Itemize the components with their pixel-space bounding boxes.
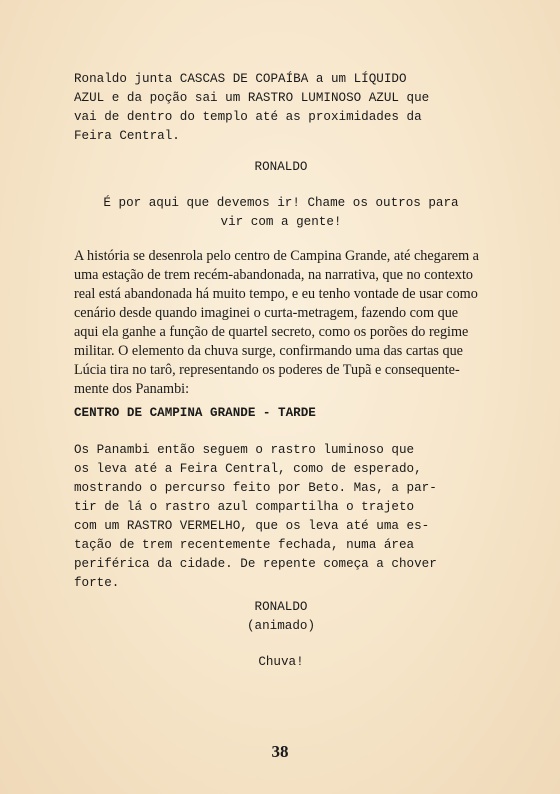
commentary-line: militar. O elemento da chuva surge, confirmando uma das cartas que xyxy=(74,343,463,359)
action-line: Ronaldo junta CASCAS DE COPAÍBA a um LÍQUIDO xyxy=(74,72,407,86)
scene-heading xyxy=(74,404,488,423)
dialogue-block-1 xyxy=(74,158,488,177)
action-line: AZUL e da poção sai um RASTRO LUMINOSO AZUL que xyxy=(74,91,430,105)
action-line: tação de trem recentemente fechada, numa área xyxy=(74,538,415,552)
dialogue-text-2 xyxy=(74,653,488,672)
commentary-line: A história se desenrola pelo centro de Campina Grande, até chegarem a xyxy=(74,248,479,264)
action-line: Feira Central. xyxy=(74,129,180,143)
character-name: RONALDO xyxy=(254,160,308,174)
scene-heading-text: CENTRO DE CAMPINA GRANDE - TARDE xyxy=(74,406,316,420)
commentary-line: cenário desde quando imaginei o curta-metragem, fazendo com que xyxy=(74,305,459,321)
character-name: RONALDO xyxy=(254,600,308,614)
action-paragraph-2 xyxy=(74,441,488,593)
dialogue-block-2 xyxy=(74,598,488,636)
dialogue-line: Chuva! xyxy=(258,655,304,669)
dialogue-line: vir com a gente! xyxy=(220,215,342,229)
action-line: Os Panambi então seguem o rastro luminoso que xyxy=(74,443,415,457)
commentary-line: real está abandonada há muito tempo, e eu tenho vontade de usar como xyxy=(74,286,478,302)
commentary-line: aqui ela ganhe a função de quartel secreto, como os porões do regime xyxy=(74,324,469,340)
page-number: 38 xyxy=(271,742,289,761)
dialogue-text-1 xyxy=(74,194,488,232)
commentary-line: Lúcia tira no tarô, representando os poderes de Tupã e consequente- xyxy=(74,362,460,378)
action-line: com um RASTRO VERMELHO, que os leva até uma es- xyxy=(74,519,430,533)
action-line: tir de lá o rastro azul compartilha o trajeto xyxy=(74,500,415,514)
commentary-paragraph xyxy=(74,247,488,399)
commentary-line: uma estação de trem recém-abandonada, na narrativa, que no contexto xyxy=(74,267,474,283)
parenthetical: (animado) xyxy=(246,619,316,633)
action-paragraph-1 xyxy=(74,70,488,146)
action-line: os leva até a Feira Central, como de esperado, xyxy=(74,462,422,476)
action-line: vai de dentro do templo até as proximidades da xyxy=(74,110,422,124)
action-line: forte. xyxy=(74,576,120,590)
commentary-line: mente dos Panambi: xyxy=(74,381,190,397)
action-line: periférica da cidade. De repente começa a chover xyxy=(74,557,437,571)
action-line: mostrando o percurso feito por Beto. Mas, a par- xyxy=(74,481,437,495)
dialogue-line: É por aqui que devemos ir! Chame os outros para xyxy=(103,196,459,210)
